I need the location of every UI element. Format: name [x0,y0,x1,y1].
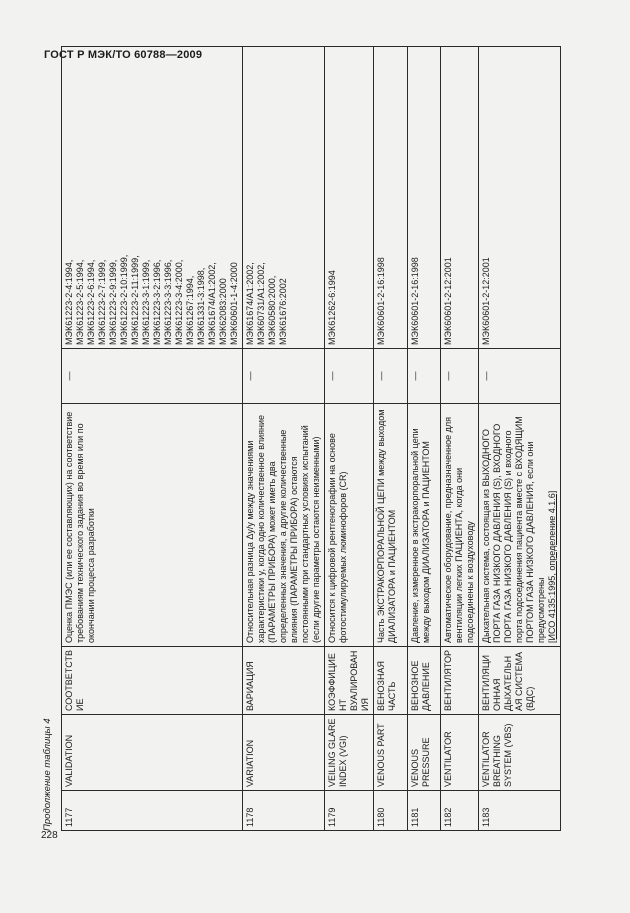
definition-text: Часть ЭКСТРАКОРПОРАЛЬНОЙ ЦЕПИ между выходом ДИАЛИЗАТОРА и ПАЦИЕНТОМ [376,409,397,643]
dash-cell: — [441,349,479,404]
table-row [62,47,243,831]
table-row [408,47,441,831]
term-russian: ВЕНТИЛЯЦИОННАЯ ДЫХАТЕЛЬНАЯ СИСТЕМА (ВДС) [479,647,561,715]
reference-item: МЭК61262-6:1994 [327,270,337,345]
reference-item: МЭК60601-2-16:1998 [410,257,420,345]
term-russian: ВЕНОЗНАЯ ЧАСТЬ [374,647,408,715]
definition-text: Относительная разница Δy/y между значениями характеристики y, когда одно количественное влияние (ПАРАМЕТРЫ ПРИБОРА) может иметь два определенных значения, а другие количественные влияния (ПАРАМЕТРЫ ПРИБОРА) остаются постоянными при стандартных условиях испытаний (если другие параметры остаются неизменными) [245,415,321,643]
term-english: VARIATION [243,715,325,791]
term-russian: СООТВЕТСТВИЕ [62,647,243,715]
reference-item: МЭК61223-2-5:1994, [75,259,85,345]
term-number: 1181 [408,791,441,831]
reference-item: МЭК61267:1994, [185,275,195,345]
reference-item: МЭК61223-2-11:1999, [130,255,140,345]
reference-item: МЭК61223-2-4:1994, [64,259,74,345]
table-row [441,47,479,831]
term-definition [408,404,441,647]
reference-item: МЭК61223-2-6:1994, [86,259,96,345]
term-russian: КОЭФФИЦИЕНТ ВУАЛИРОВАНИЯ [325,647,374,715]
term-english: VENOUS PART [374,715,408,791]
term-definition [374,404,408,647]
term-russian: ВАРИАЦИЯ [243,647,325,715]
term-definition [62,404,243,647]
term-number: 1177 [62,791,243,831]
table-row [325,47,374,831]
reference-item: МЭК61223-3-2:1996, [152,259,162,345]
reference-item: МЭК61223-3-1:1999, [141,259,151,345]
definition-text: Автоматическое оборудование, предназначенное для вентиляции легких ПАЦИЕНТА, когда они подсоединены к воздуховоду [443,417,475,643]
term-russian: ВЕНТИЛЯТОР [441,647,479,715]
table-row [374,47,408,831]
reference-item: МЭК60601-2-16:1998 [376,257,386,345]
table-row [479,47,561,831]
standard-references [441,47,479,349]
reference-item: МЭК61676:2002 [278,278,288,345]
definition-text: Относится к цифровой рентгенографии на основе фотостимулируемых люминофоров (CR) [327,433,348,643]
reference-item: МЭК61674/А1:2002, [245,262,255,345]
standard-references [374,47,408,349]
term-number: 1179 [325,791,374,831]
reference-item: МЭК60731/А1:2002, [256,262,266,345]
reference-item: МЭК61223-2-9:1999, [108,259,118,345]
term-number: 1183 [479,791,561,831]
term-english: VENTILATOR BREATHING SYSTEM (VBS) [479,715,561,791]
term-russian: ВЕНОЗНОЕ ДАВЛЕНИЕ [408,647,441,715]
dash-cell: — [62,349,243,404]
reference-item: МЭК61223-2-10:1999, [119,254,129,345]
term-english: VALIDATION [62,715,243,791]
term-english: VENTILATOR [441,715,479,791]
terms-table [61,46,561,831]
standard-references [408,47,441,349]
term-definition [441,404,479,647]
term-definition [479,404,561,647]
dash-cell: — [325,349,374,404]
reference-item-secondary: МЭК60601-1-4:2000 [229,262,239,345]
reference-item: МЭК60580:2000, [267,275,277,345]
reference-item: МЭК60601-2-12:2001 [481,257,491,345]
reference-item: МЭК61674/А1:2002, [207,262,217,345]
document-header: ГОСТ Р МЭК/ТО 60788—2009 [44,49,203,61]
term-english: VENOUS PRESSURE [408,715,441,791]
standard-references [62,47,243,349]
reference-item: МЭК61223-3-3:1996, [163,259,173,345]
reference-item: МЭК62083:2000 [218,278,228,345]
standard-references [325,47,374,349]
reference-item: МЭК60601-2-12:2001 [443,257,453,345]
dash-cell: — [408,349,441,404]
table-row [243,47,325,831]
definition-note: [ИСО 4135:1995, определение 4.1.6] [547,490,557,643]
term-definition [325,404,374,647]
table-caption: Продолжение таблицы 4 [42,718,53,831]
term-number: 1182 [441,791,479,831]
dash-cell: — [479,349,561,404]
reference-item: МЭК61223-2-7:1999, [97,259,107,345]
dash-cell: — [243,349,325,404]
definition-text: Дыхательная система, состоящая из ВЫХОДНОГО ПОРТА ГАЗА НИЗКОГО ДАВЛЕНИЯ (S), ВХОДНОГО ПОРТА ГАЗА НИЗКОГО ДАВЛЕНИЯ (S) и входного порта подсоединения пациента вместе с ВХОДЯЩИМ ПОРТОМ ГАЗА НИЗКОГО ДАВЛЕНИЯ, если они предусмотрены [481,416,546,643]
page-number: 228 [41,830,58,841]
rotated-table-area [40,47,583,831]
definition-text: Давление, измеренное в экстракорпоральной цепи между выходом ДИАЛИЗАТОРА и ПАЦИЕНТОМ [410,428,431,643]
standard-references [479,47,561,349]
standard-references [243,47,325,349]
term-definition [243,404,325,647]
definition-text: Оценка ПМЭС (или ее составляющих) на соответствие требованиям технического задания во время или по окончании процесса разработки [64,411,96,643]
reference-item: МЭК61223-3-4:2000, [174,259,184,345]
term-number: 1180 [374,791,408,831]
term-number: 1178 [243,791,325,831]
term-english: VEILING GLARE INDEX (VGI) [325,715,374,791]
dash-cell: — [374,349,408,404]
reference-item: МЭК61331-3:1998, [196,267,206,345]
